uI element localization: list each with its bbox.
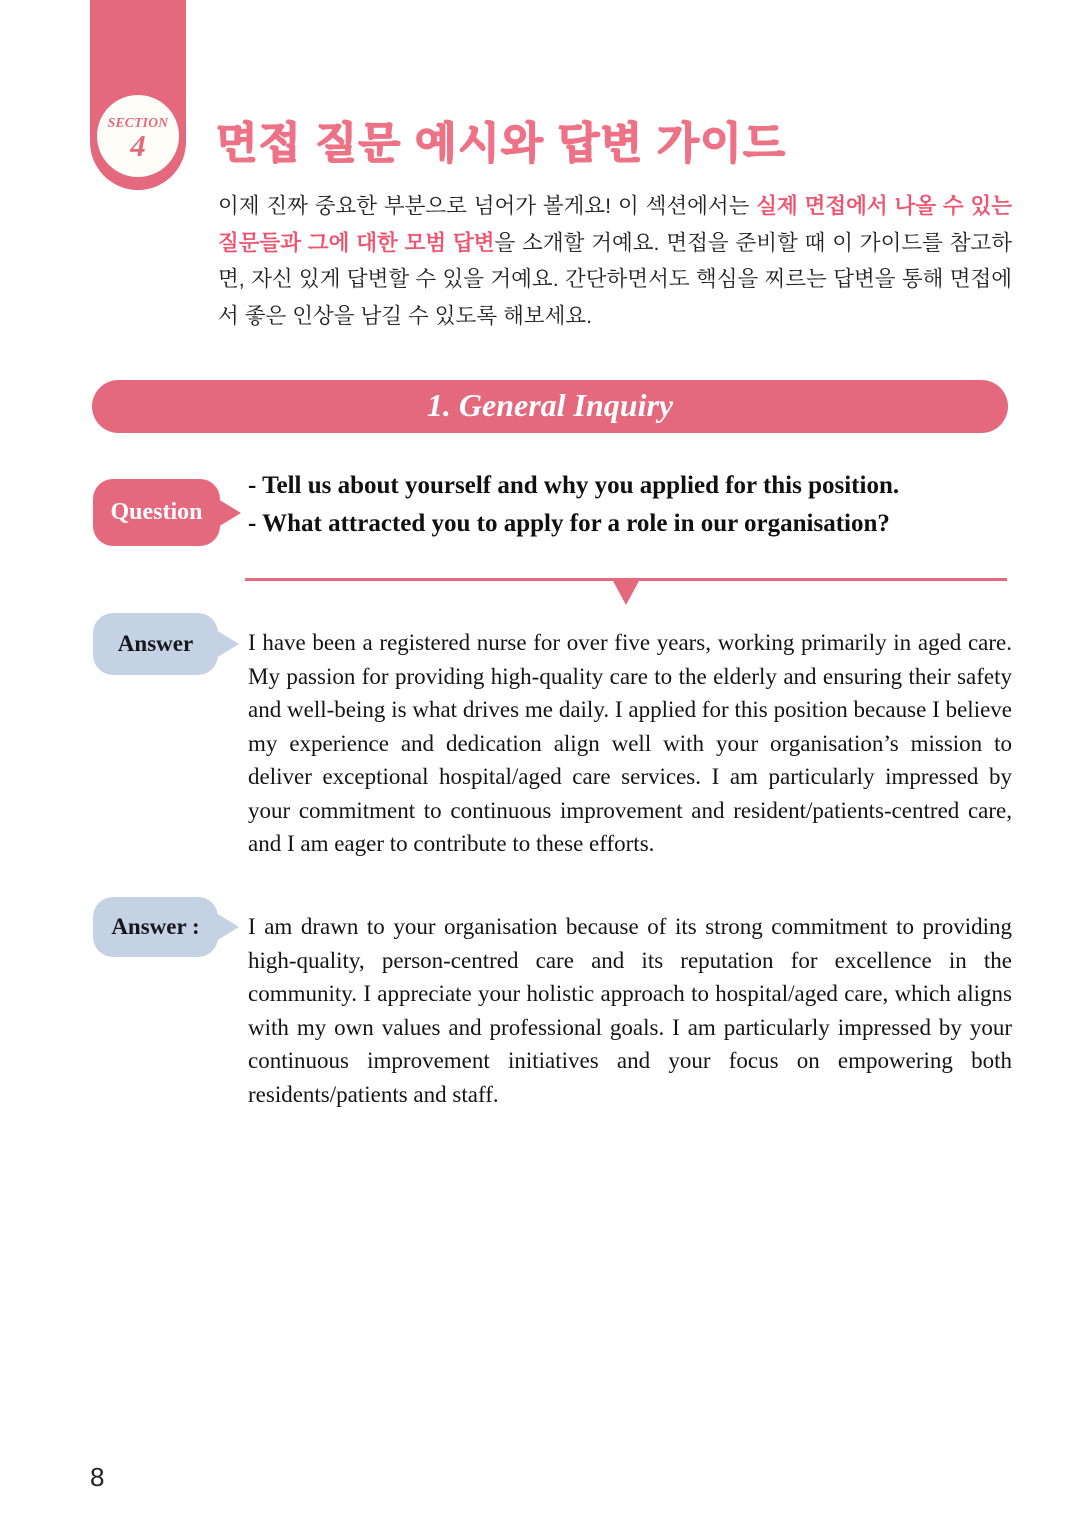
- answer-text-1: I have been a registered nurse for over five years, working primarily in aged care. My passion for providing high-quality care to the elderly and ensuring their safety and well-being is what drives me daily. I applied for this position because I believe my experience and dedication align well with your organisation’s mission to deliver exceptional hospital/aged care services. I am particularly impressed by your commitment to continuous improvement and resident/patients-centred care, and I am eager to contribute to these efforts.: [248, 630, 1012, 856]
- bubble-arrow-icon: [218, 499, 241, 527]
- section-banner-title: 1. General Inquiry: [426, 386, 674, 423]
- section-badge: [90, 0, 186, 190]
- page-number: 8: [90, 1462, 105, 1492]
- page-title: 면접 질문 예시와 답변 가이드: [216, 120, 787, 168]
- question-bubble: [93, 479, 220, 546]
- answer-text-2: I am drawn to your organisation because of its strong commitment to providing high-quality, person-centred care and its reputation for excellence in the community. I appreciate your holistic approach to hospital/aged care, which aligns with my own values and professional goals. I am particularly impressed by your continuous improvement initiatives and your focus on empowering both residents/patients and staff.: [248, 914, 1012, 1107]
- answer-bubble-1-label: Answer: [117, 631, 194, 656]
- answer-bubble-1: [93, 613, 218, 675]
- intro-segment-normal: 이제 진짜 중요한 부분으로 넘어가 볼게요! 이 섹션에서는: [218, 194, 757, 218]
- question-line: - What attracted you to apply for a role in our organisation?: [248, 510, 890, 537]
- intro-segment-normal: 을 소개할 거예요. 면접을 준비할 때 이 가이드를 참고하면, 자신 있게 답변할 수 있을 거예요. 간단하면서도 핵심을 찌르는 답변을 통해 면접에서 좋은 인상을 남길 수 있도록 해보세요.: [218, 230, 1013, 328]
- triangle-down-icon: [613, 581, 639, 605]
- bubble-arrow-icon: [216, 630, 239, 658]
- answer-bubble-2: [93, 897, 218, 957]
- question-text: [248, 467, 1014, 543]
- intro-segment-highlight: 실제 면접에서 나올 수 있는 질문들과 그에 대한 모범 답변: [218, 194, 1012, 255]
- section-badge-word: SECTION: [107, 115, 169, 130]
- question-bubble-label: Question: [110, 499, 203, 525]
- answer-bubble-2-label: Answer :: [111, 914, 200, 939]
- bubble-arrow-icon: [216, 913, 239, 941]
- question-line: - Tell us about yourself and why you applied for this position.: [248, 472, 900, 499]
- section-badge-circle: [97, 95, 179, 177]
- section-banner: [92, 380, 1008, 433]
- intro-paragraph: [218, 188, 1012, 334]
- section-badge-number: 4: [130, 128, 146, 163]
